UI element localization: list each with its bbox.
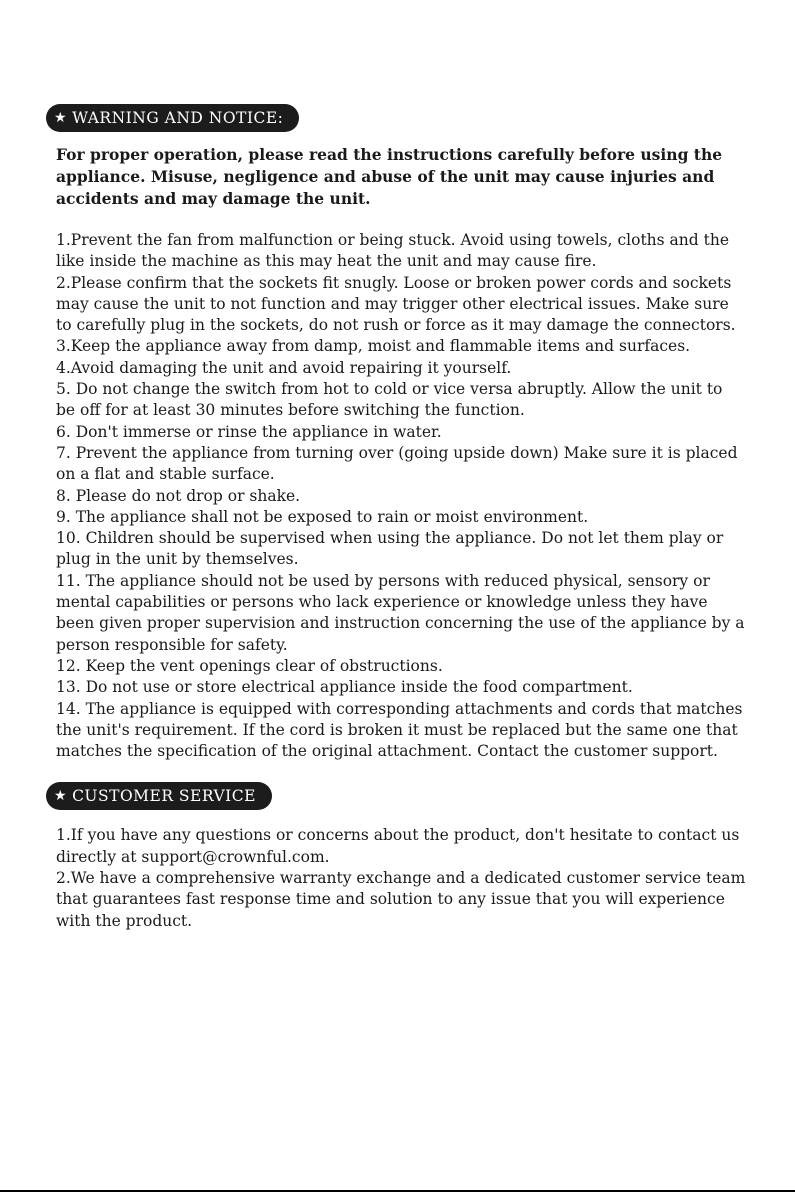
service-list [56,825,746,931]
warning-item: 9. The appliance shall not be exposed to rain or moist environment. [56,507,589,526]
service-heading: CUSTOMER SERVICE [72,787,256,806]
warning-item: 7. Prevent the appliance from turning over (going upside down) Make sure it is placed on a flat and stable surface. [56,443,738,484]
warning-item: 8. Please do not drop or shake. [56,486,301,505]
service-item: 2.We have a comprehensive warranty exchange and a dedicated customer service team that guarantees fast response time and solution to any issue that you will experience with the product. [56,869,746,930]
warning-item: 5. Do not change the switch from hot to cold or vice versa abruptly. Allow the unit to be off for at least 30 minutes before switching the function. [56,380,723,420]
warning-intro: For proper operation, please read the instructions carefully before using the appliance. Misuse, negligence and abuse of the unit may cause injuries and accidents and may damage the unit. [56,145,723,208]
warning-item: 2.Please confirm that the sockets fit snugly. Loose or broken power cords and sockets may cause the unit to not function and may trigger other electrical issues. Make sure to carefully plug in the sockets, do not rush or force as it may damage the connectors. [56,273,736,335]
warning-item: 12. Keep the vent openings clear of obstructions. [56,656,443,675]
warning-item: 10. Children should be supervised when using the appliance. Do not let them play or plug in the unit by themselves. [56,529,724,569]
service-heading-badge [46,782,272,810]
warning-list [56,230,746,762]
warning-item: 1.Prevent the fan from malfunction or being stuck. Avoid using towels, cloths and the like inside the machine as this may heat the unit and may cause fire. [56,231,729,271]
warning-item: 6. Don't immerse or rinse the appliance in water. [56,422,442,441]
warning-item: 14. The appliance is equipped with corresponding attachments and cords that matches the unit's requirement. If the cord is broken it must be replaced but the same one that matches the specification of the original attachment. Contact the customer support. [56,699,743,761]
warning-item: 3.Keep the appliance away from damp, moist and flammable items and surfaces. [56,337,691,356]
warning-item: 4.Avoid damaging the unit and avoid repairing it yourself. [56,358,512,377]
warning-heading-badge [46,104,299,132]
customer-service-section [56,782,746,931]
star-icon: ★ [54,788,68,805]
star-icon: ★ [54,110,68,126]
service-item: 1.If you have any questions or concerns about the product, don't hesitate to contact us directly at support@crownful.com. [56,826,740,866]
warning-item: 11. The appliance should not be used by persons with reduced physical, sensory or mental capabilities or persons who lack experience or knowledge unless they have been given proper supervision and instruction concerning the use of the appliance by a person responsible for safety. [56,571,745,654]
warning-item: 13. Do not use or store electrical appliance inside the food compartment. [56,678,633,697]
manual-page [56,104,746,932]
warning-heading: WARNING AND NOTICE: [72,109,284,127]
